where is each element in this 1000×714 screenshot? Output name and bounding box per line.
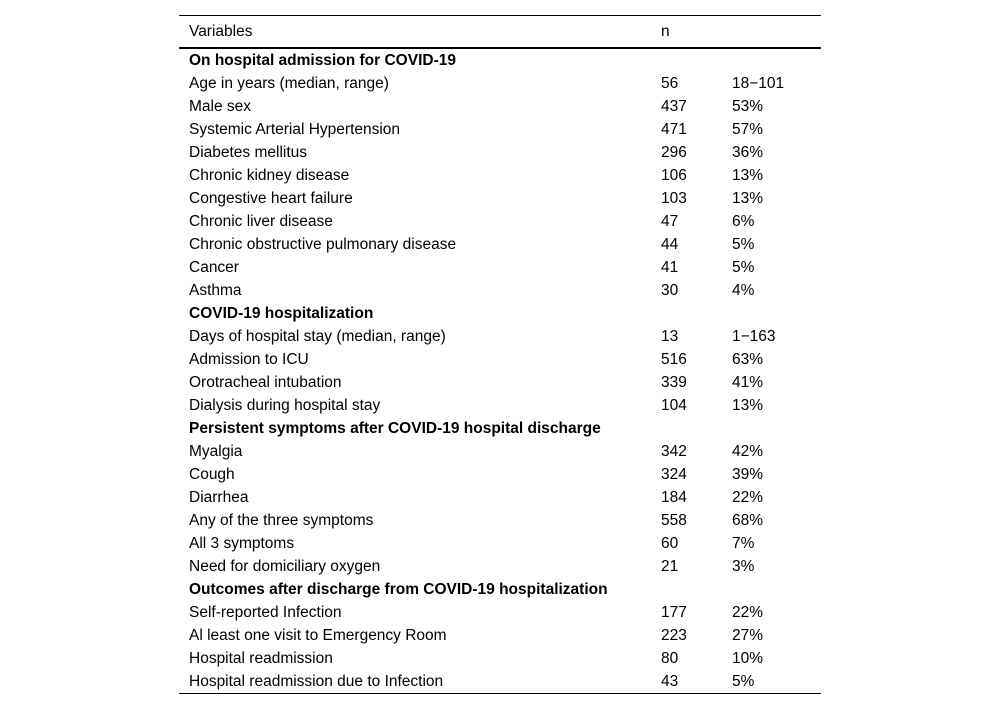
header-percent (722, 16, 821, 49)
row-percent-value: 3% (732, 557, 755, 575)
row-percent-value: 13% (732, 166, 764, 184)
row-label: All 3 symptoms (189, 534, 295, 552)
section-title: On hospital admission for COVID-19 (189, 51, 456, 69)
table-row (179, 394, 821, 417)
row-label: Cough (189, 465, 235, 483)
row-label: Orotracheal intubation (189, 373, 342, 391)
table-row (179, 647, 821, 670)
row-percent-value: 4% (732, 281, 755, 299)
table-row (179, 187, 821, 210)
row-n-value: 47 (661, 212, 679, 230)
table-row (179, 210, 821, 233)
section-header-row (179, 48, 821, 72)
row-label: Days of hospital stay (median, range) (189, 327, 446, 345)
row-label: Chronic obstructive pulmonary disease (189, 235, 457, 253)
section-title: COVID-19 hospitalization (189, 304, 374, 322)
section-header-row (179, 578, 821, 601)
table-row (179, 95, 821, 118)
row-percent-value: 63% (732, 350, 764, 368)
row-n-value: 56 (661, 74, 679, 92)
table-row (179, 141, 821, 164)
row-percent-value: 53% (732, 97, 764, 115)
row-n-value: 342 (661, 442, 687, 460)
row-n-value: 558 (661, 511, 687, 529)
row-percent-value: 41% (732, 373, 764, 391)
row-n-value: 13 (661, 327, 679, 345)
table-row (179, 348, 821, 371)
row-n-value: 324 (661, 465, 687, 483)
row-label: Diabetes mellitus (189, 143, 308, 161)
table-row (179, 72, 821, 95)
row-percent-value: 68% (732, 511, 764, 529)
row-n-value: 437 (661, 97, 687, 115)
section-title: Persistent symptoms after COVID-19 hospital discharge (189, 419, 601, 437)
row-label: Al least one visit to Emergency Room (189, 626, 447, 644)
row-percent-value: 42% (732, 442, 764, 460)
row-percent-value: 13% (732, 396, 764, 414)
table-row (179, 371, 821, 394)
row-n-value: 104 (661, 396, 687, 414)
row-n-value: 177 (661, 603, 687, 621)
table-row (179, 325, 821, 348)
row-label: Cancer (189, 258, 239, 276)
header-row (179, 16, 821, 49)
row-percent-value: 57% (732, 120, 764, 138)
header-n: n (661, 22, 670, 40)
row-n-value: 223 (661, 626, 687, 644)
header-variables: Variables (189, 22, 253, 40)
row-percent-value: 36% (732, 143, 764, 161)
table-header (179, 16, 821, 49)
row-label: Systemic Arterial Hypertension (189, 120, 401, 138)
row-percent-value: 22% (732, 603, 764, 621)
row-percent-value: 7% (732, 534, 755, 552)
row-percent-value: 1−163 (732, 327, 776, 345)
row-percent-value: 13% (732, 189, 764, 207)
row-n-value: 184 (661, 488, 687, 506)
table-row (179, 509, 821, 532)
section-header-row (179, 302, 821, 325)
data-table-container (179, 15, 821, 694)
row-label: Myalgia (189, 442, 243, 460)
row-label: Congestive heart failure (189, 189, 353, 207)
table-row (179, 486, 821, 509)
row-n-value: 106 (661, 166, 687, 184)
row-label: Chronic kidney disease (189, 166, 350, 184)
table-row (179, 670, 821, 694)
table-row (179, 532, 821, 555)
table-row (179, 555, 821, 578)
row-percent-value: 5% (732, 672, 755, 690)
row-label: Male sex (189, 97, 252, 115)
table-row (179, 256, 821, 279)
row-label: Dialysis during hospital stay (189, 396, 381, 414)
table-row (179, 463, 821, 486)
row-n-value: 41 (661, 258, 679, 276)
row-percent-value: 6% (732, 212, 755, 230)
row-percent-value: 22% (732, 488, 764, 506)
row-label: Hospital readmission (189, 649, 333, 667)
row-n-value: 21 (661, 557, 679, 575)
row-n-value: 60 (661, 534, 679, 552)
table-body (179, 48, 821, 694)
row-n-value: 30 (661, 281, 679, 299)
table-row (179, 624, 821, 647)
table-row (179, 601, 821, 624)
row-percent-value: 5% (732, 258, 755, 276)
section-header-row (179, 417, 821, 440)
table-row (179, 118, 821, 141)
row-n-value: 103 (661, 189, 687, 207)
row-percent-value: 18−101 (732, 74, 785, 92)
table-row (179, 279, 821, 302)
row-label: Self-reported Infection (189, 603, 342, 621)
row-percent-value: 39% (732, 465, 764, 483)
row-n-value: 339 (661, 373, 687, 391)
row-label: Any of the three symptoms (189, 511, 374, 529)
data-table (179, 15, 821, 694)
table-row (179, 164, 821, 187)
row-label: Asthma (189, 281, 242, 299)
row-percent-value: 10% (732, 649, 764, 667)
row-n-value: 516 (661, 350, 687, 368)
row-label: Admission to ICU (189, 350, 309, 368)
row-label: Diarrhea (189, 488, 249, 506)
row-label: Chronic liver disease (189, 212, 333, 230)
row-n-value: 471 (661, 120, 687, 138)
row-percent-value: 27% (732, 626, 764, 644)
table-row (179, 233, 821, 256)
table-row (179, 440, 821, 463)
row-n-value: 80 (661, 649, 679, 667)
row-n-value: 44 (661, 235, 679, 253)
row-label: Age in years (median, range) (189, 74, 389, 92)
row-label: Hospital readmission due to Infection (189, 672, 444, 690)
section-title: Outcomes after discharge from COVID-19 hospitalization (189, 580, 608, 598)
row-n-value: 43 (661, 672, 679, 690)
row-n-value: 296 (661, 143, 687, 161)
row-percent-value: 5% (732, 235, 755, 253)
row-label: Need for domiciliary oxygen (189, 557, 381, 575)
